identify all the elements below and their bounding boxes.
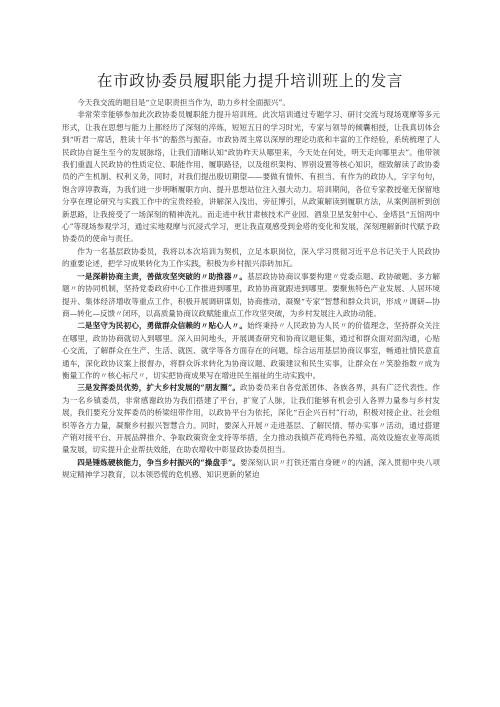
paragraph-text: 要深刻认识〃打铁还需自身硬〃的内涵，深入贯彻中央八项规定精神学习教育，以本领恐慌的危机感、知识更新的紧迫 (62, 457, 441, 480)
paragraph-text: 今天我交流的题目是“立足职责担当作为，助力乡村全面振兴”。 (77, 98, 290, 107)
paragraph-lead: 三是发挥委员优势，扩大乡村发展的“朋友圈”。 (77, 383, 241, 393)
paragraph-commitment (62, 246, 440, 271)
paragraph-lead: 四是锤炼硬核能力，争当乡村振兴的“操盘手”。 (77, 457, 241, 467)
paragraph-point-one (62, 271, 440, 321)
paragraph-text: 非常荣幸能够参加此次政协委员履职能力提升培训班。此次培训通过专题学习、研讨交流与现场观摩等多元形式，让我在思想与能力上都经历了深刻的淬炼，短短五日的学习时光，专家与领导的倾囊相授，让我真切体会到“听君一席话，胜读十年书”的豁然与振奋。市政协周主席以深厚的理论功底和丰富的工作经验，系统梳理了人民政协自诞生至今的发展脉络，让我们清晰认知“政协昨天从哪里来，今天处在何处，明天走向哪里去”。他带领我们重温人民政协的性质定位、职能作用、履职路径，以及组织架构、界别设置等核心知识，细致解读了政协委员的产生机制、权利义务，同时，对我们提出殷切期望——要做有情怀、有担当、有作为的政协人，字字句句，饱含谆谆教诲，为我们进一步明晰履职方向、提升思想站位注入强大动力。培训期间，各位专家教授毫无保留地分享在理论研究与实践工作中的宝贵经验，讲解深入浅出、旁征博引，从政策解读到履职方法，从案例剖析到创新思路，让我接受了一场深刻的精神洗礼。而走进中秋甘肃核技术产业园、酒泉卫星发射中心、金塔县“五馆两中心”等现场参观学习，通过实地观摩与沉浸式学习，更让我直观感受到金塔的变化和发展，深刻理解新时代赋予政协委员的使命与责任。 (62, 110, 440, 244)
paragraph-training-summary (62, 109, 440, 245)
paragraph-text: 基层政协协商议事要构建〃党委点题、政协破题、多方解题〃的协同机制，坚持党委政府中心工作推进到哪里，政协协商就跟进到哪里。要聚焦特色产业发展、人居环境提升、集体经济增收等重点工作，积极开展调研谋划，协商推动，凝聚“专家”智慧和群众共识，形成〃调研—协商—转化—反馈〃闭环，以高质量协商议政赋能重点工作攻坚突破，为乡村发展注入政协动能。 (62, 271, 441, 318)
paragraph-lead: 二是坚守为民初心，勇做群众信赖的〃贴心人〃。 (77, 321, 248, 331)
paragraph-point-three (62, 382, 440, 456)
paragraph-intro (62, 97, 440, 109)
paragraph-point-two (62, 320, 440, 382)
page-title: 在市政协委员履职能力提升培训班上的发言 (97, 72, 403, 90)
paragraph-text: 政协委员来自各党派团体、各族各界，具有广泛代表性。作为一名乡镇委员，非常感谢政协为我们搭建了平台，扩宽了人脉，让我们能够有机会引入各界力量参与乡村发展，我们要充分发挥委员的桥梁纽带作用，以政协平台为依托，深化“百企兴百村”行动，积极对接企业、社会组织等各方力量，凝聚乡村振兴智慧合力。同时，要深入开展〃走进基层、了解民情、帮办实事〃活动，通过搭建产销对接平台、开展品牌推介、争取政策资金支持等举措，全力推动我镇芦花鸡特色养殖、高效设施农业等高质量发展，切实提升企业帮扶效能，在助农增收中彰显政协委员担当。 (62, 383, 441, 455)
paragraph-lead: 一是深耕协商主责，善做攻坚突破的〃助推器〃。 (77, 271, 248, 281)
document-body (62, 97, 440, 482)
paragraph-text: 作为一名基层政协委员，我将以本次培训为契机，立足本职岗位，深入学习贯彻习近平总书记关于人民政协的重要论述，把学习成果转化为工作实践，积极为乡村振兴添砖加瓦。 (62, 246, 440, 269)
paragraph-text: 始终秉持〃人民政协为人民〃的价值理念，坚持群众关注在哪里，政协协商就切入到哪里。深入田间地头，开展调查研究和协商议题征集，通过和群众面对面沟通，心贴心交流，了解群众在生产、生活、就医、就学等各方面存在的问题，综合运用基层协商议事室，畅通社情民意直通车，深化政协议案上报督办，将群众诉求转化为协商议题、政策建议和民生实事，让群众在〃笑脸指数〃成为衡量工作的〃核心标尺〃，切实把协商成果写在增进民生福祉的生动实践中。 (62, 321, 441, 380)
paragraph-point-four (62, 457, 440, 482)
